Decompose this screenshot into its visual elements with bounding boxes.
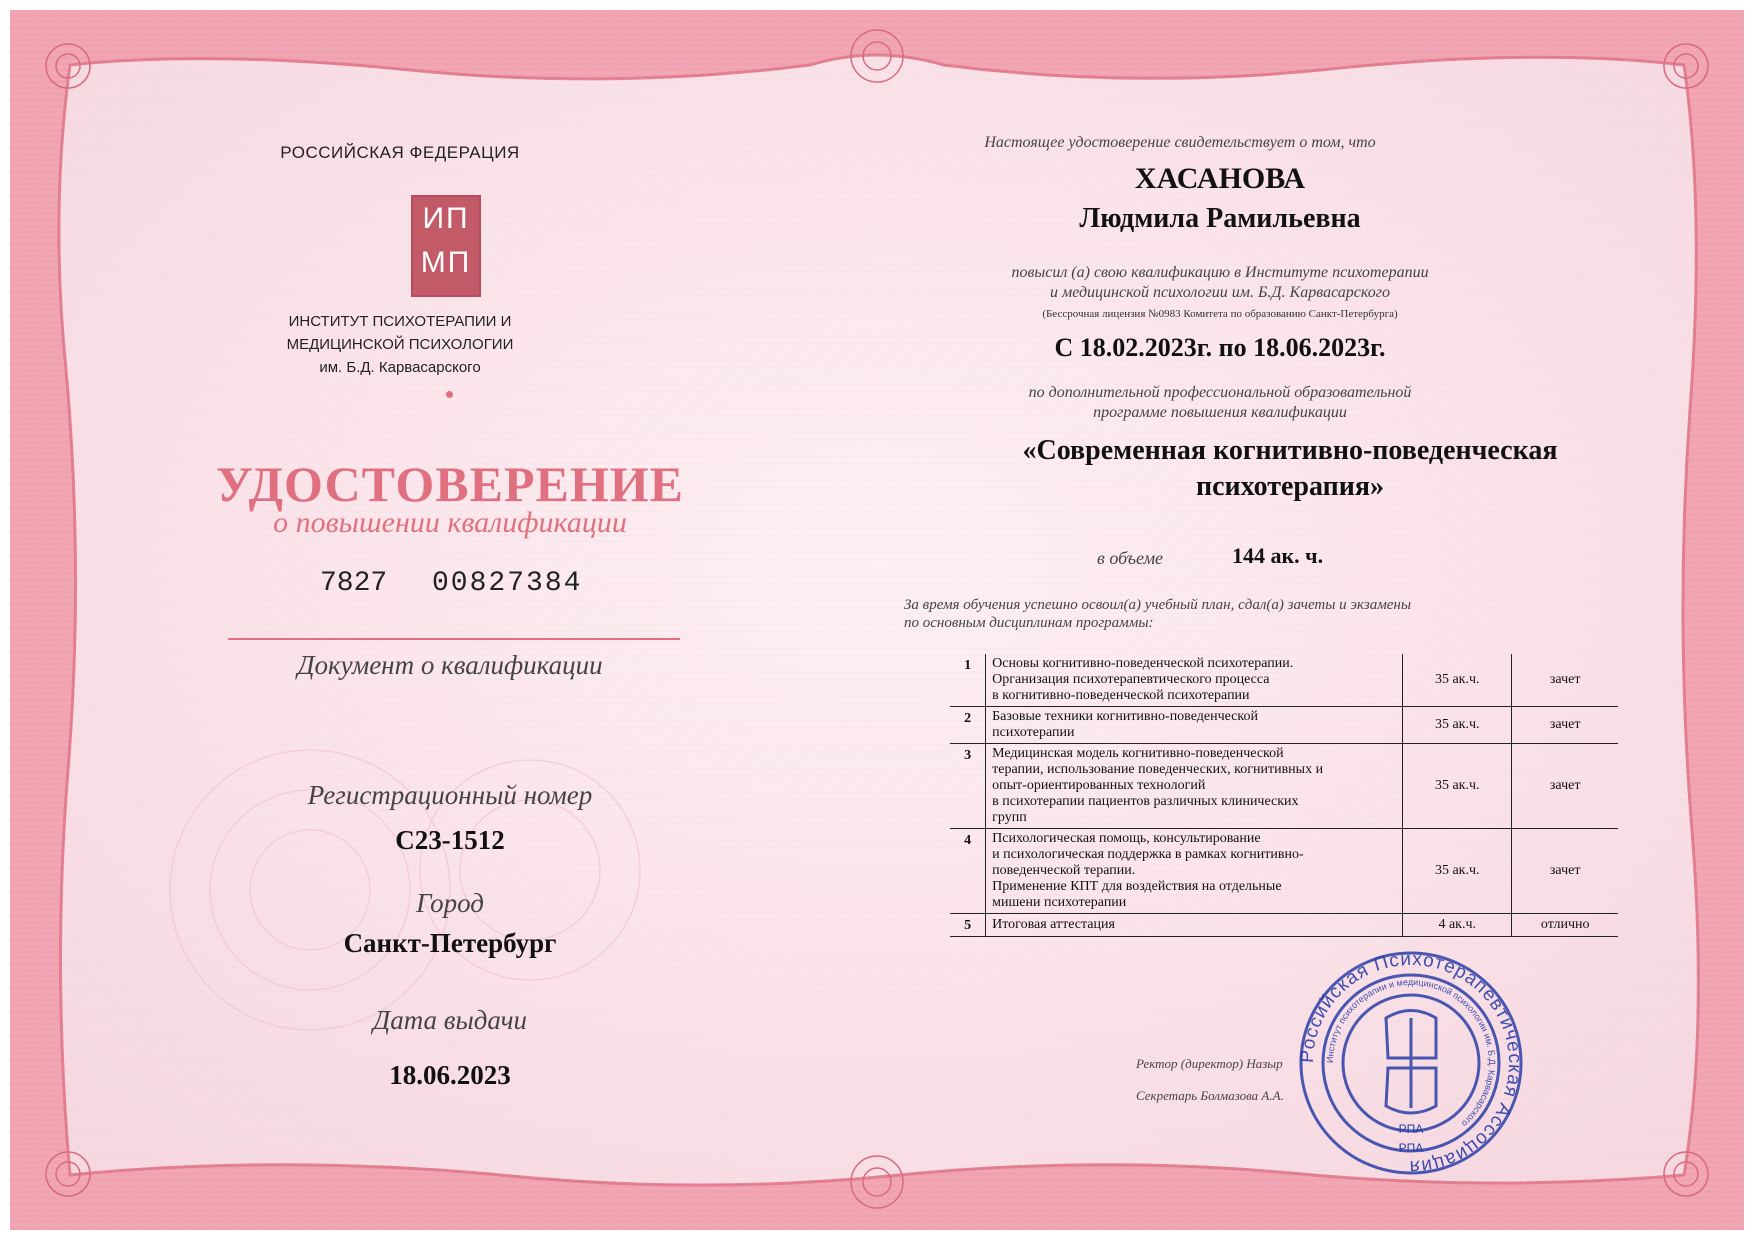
- discipline-name-line: Медицинская модель когнитивно-поведенческой: [992, 746, 1284, 761]
- discipline-row: [950, 829, 1618, 914]
- discipline-name: [986, 744, 1403, 829]
- holder-surname: ХАСАНОВА: [1134, 162, 1306, 195]
- discipline-grade: зачет: [1512, 654, 1618, 707]
- program-title-line: «Современная когнитивно-поведенческая: [1022, 435, 1558, 466]
- red-dot-ornament: [446, 391, 453, 398]
- stamp-abbr-bottom: РПА: [1398, 1141, 1424, 1155]
- discipline-hours: 35 ак.ч.: [1403, 829, 1512, 914]
- discipline-row: [950, 914, 1618, 937]
- volume-label: в объеме: [1097, 548, 1164, 568]
- rector-signature-line: Ректор (директор) Назыр: [1136, 1056, 1283, 1071]
- completion-line: по основным дисциплинам программы:: [904, 615, 1154, 631]
- intro-text: Настоящее удостоверение свидетельствует о том, что: [984, 134, 1376, 151]
- secretary-signature-line: Секретарь Болмазова А.А.: [1136, 1088, 1284, 1103]
- discipline-hours: 35 ак.ч.: [1403, 744, 1512, 829]
- program-line: по дополнительной профессиональной образовательной: [1028, 384, 1412, 401]
- program-title: [940, 433, 1640, 505]
- city-value: Санкт-Петербург: [343, 928, 557, 958]
- discipline-number: 3: [950, 744, 986, 829]
- discipline-name-line: Организация психотерапевтического процесса: [992, 672, 1270, 687]
- discipline-name: [986, 829, 1403, 914]
- program-description: [900, 383, 1540, 423]
- discipline-row: [950, 707, 1618, 744]
- statement-line: и медицинской психологии им. Б.Д. Карвасарского: [1050, 284, 1390, 301]
- volume-value: 144 ак. ч.: [1232, 543, 1324, 568]
- discipline-name-line: групп: [992, 810, 1027, 825]
- discipline-name-line: поведенческой терапии.: [992, 863, 1136, 878]
- disciplines-grid: [950, 654, 1618, 937]
- discipline-hours: 4 ак.ч.: [1403, 914, 1512, 937]
- discipline-name-line: терапии, использование поведенческих, когнитивных и: [992, 762, 1324, 777]
- registration-label: Регистрационный номер: [307, 780, 593, 810]
- discipline-hours: 35 ак.ч.: [1403, 707, 1512, 744]
- statement-line: повысил (а) свою квалификацию в Институте психотерапии: [1011, 264, 1429, 281]
- issue-date-label: Дата выдачи: [373, 1005, 527, 1035]
- discipline-name-line: в когнитивно-поведенческой психотерапии: [992, 688, 1250, 703]
- document-title: УДОСТОВЕРЕНИЕ: [216, 456, 684, 512]
- issue-date-value: 18.06.2023: [389, 1060, 511, 1090]
- discipline-grade: зачет: [1512, 829, 1618, 914]
- discipline-name-line: и психологическая поддержка в рамках когнитивно-: [992, 847, 1304, 862]
- discipline-grade: отлично: [1512, 914, 1618, 937]
- discipline-name-line: в психотерапии пациентов различных клинических: [992, 794, 1299, 809]
- city-label: Город: [416, 888, 484, 918]
- discipline-name-line: Психологическая помощь, консультирование: [992, 831, 1261, 846]
- discipline-row: [950, 654, 1618, 707]
- discipline-name: [986, 914, 1403, 937]
- discipline-name-line: Применение КПТ для воздействия на отдельные: [992, 879, 1282, 894]
- discipline-number: 5: [950, 914, 986, 937]
- institute-line: им. Б.Д. Карвасарского: [319, 359, 481, 376]
- country-name: РОССИЙСКАЯ ФЕДЕРАЦИЯ: [280, 143, 520, 162]
- institute-line: ИНСТИТУТ ПСИХОТЕРАПИИ И: [288, 313, 512, 330]
- discipline-row: [950, 744, 1618, 829]
- association-stamp: [1296, 948, 1526, 1178]
- completion-statement: [904, 596, 1624, 632]
- discipline-number: 1: [950, 654, 986, 707]
- discipline-name-line: мишени психотерапии: [992, 895, 1127, 910]
- document-series: 7827: [320, 568, 388, 599]
- holder-given-names: Людмила Рамильевна: [1079, 203, 1361, 234]
- stamp-outer-text: Российская Психотерапевтическая Ассоциация: [1296, 948, 1526, 1178]
- institute-line: МЕДИЦИНСКОЙ ПСИХОЛОГИИ: [286, 336, 514, 353]
- logo-bottom-text: МП: [420, 246, 472, 279]
- discipline-grade: зачет: [1512, 744, 1618, 829]
- discipline-name: [986, 707, 1403, 744]
- stamp-inner-text: Институт психотерапии и медицинской психологии им. Б.Д. Карвасарского: [1324, 976, 1498, 1129]
- institute-logo: [411, 195, 481, 297]
- license-text: (Бессрочная лицензия №0983 Комитета по образованию Санкт-Петербурга): [1042, 308, 1398, 320]
- institute-name: [200, 310, 600, 379]
- disciplines-table: [950, 654, 1618, 937]
- discipline-name-line: Итоговая аттестация: [992, 917, 1115, 932]
- study-period: С 18.02.2023г. по 18.06.2023г.: [1054, 333, 1386, 362]
- document-type: Документ о квалификации: [297, 650, 603, 680]
- discipline-name-line: психотерапии: [992, 725, 1075, 740]
- stamp-abbr-top: РПА: [1398, 1122, 1424, 1136]
- discipline-name-line: Базовые техники когнитивно-поведенческой: [992, 709, 1258, 724]
- discipline-name: [986, 654, 1403, 707]
- divider-line: [228, 638, 680, 640]
- discipline-name-line: опыт-ориентированных технологий: [992, 778, 1206, 793]
- discipline-name-line: Основы когнитивно-поведенческой психотерапии.: [992, 656, 1294, 671]
- program-line: программе повышения квалификации: [1093, 404, 1347, 421]
- discipline-grade: зачет: [1512, 707, 1618, 744]
- qualification-statement: [900, 263, 1540, 303]
- document-subtitle: о повышении квалификации: [273, 506, 627, 539]
- discipline-number: 4: [950, 829, 986, 914]
- document-number: 00827384: [432, 568, 583, 599]
- discipline-hours: 35 ак.ч.: [1403, 654, 1512, 707]
- discipline-number: 2: [950, 707, 986, 744]
- completion-line: За время обучения успешно освоил(а) учебный план, сдал(а) зачеты и экзамены: [904, 597, 1412, 613]
- registration-number: С23-1512: [395, 825, 505, 855]
- logo-top-text: ИП: [422, 202, 470, 235]
- program-title-line: психотерапия»: [1195, 471, 1385, 502]
